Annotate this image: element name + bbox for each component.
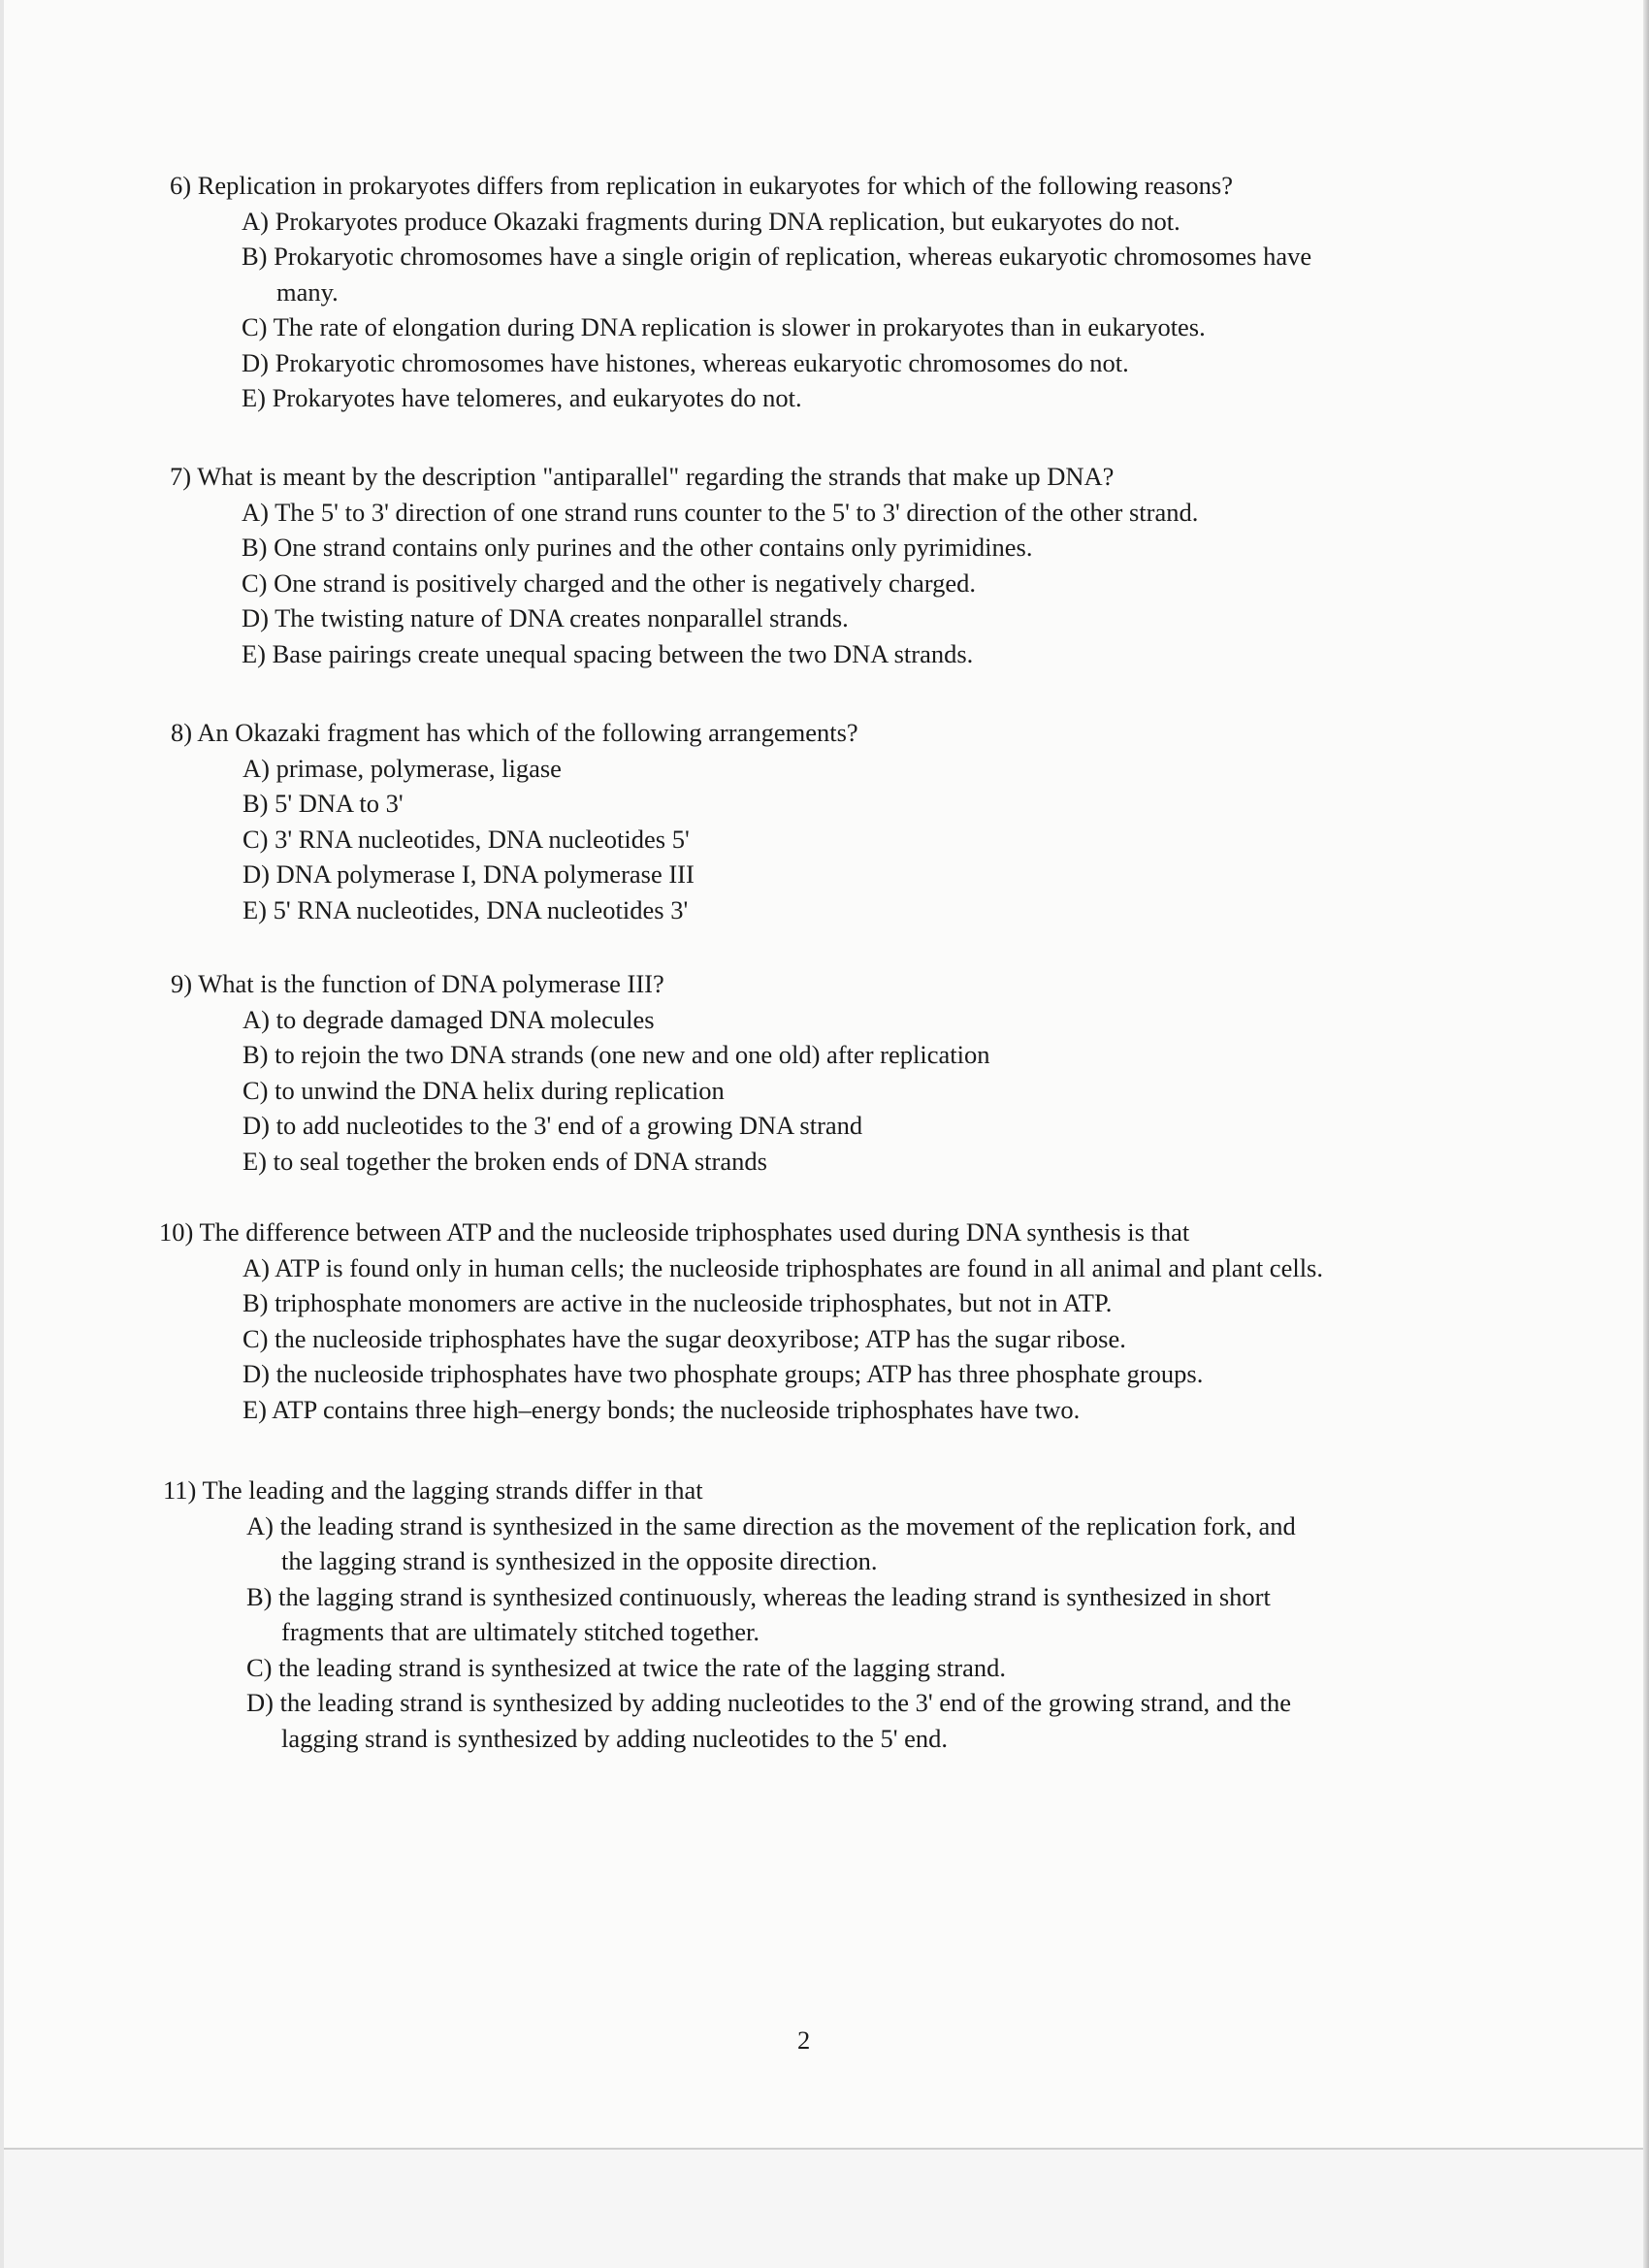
answer-option: E) Prokaryotes have telomeres, and eukaryotes do not. [242,383,802,412]
scan-bottom-margin [0,2150,1649,2268]
answer-option: B) to rejoin the two DNA strands (one new and one old) after replication [242,1040,990,1069]
answer-option: D) the leading strand is synthesized by adding nucleotides to the 3' end of the growing strand, and the [246,1688,1292,1717]
question-stem: 7) What is meant by the description "antiparallel" regarding the strands that make up DNA? [170,462,1115,491]
question-6 [170,168,1311,416]
question-stem: 11) The leading and the lagging strands differ in that [163,1475,703,1505]
answer-option: B) triphosphate monomers are active in the nucleoside triphosphates, but not in ATP. [242,1288,1113,1317]
answer-option: A) primase, polymerase, ligase [242,753,562,783]
question-9 [171,966,990,1179]
answer-option: A) Prokaryotes produce Okazaki fragments during DNA replication, but eukaryotes do not. [242,206,1180,236]
answer-option-continuation: lagging strand is synthesized by adding nucleotides to the 5' end. [281,1723,949,1753]
answer-option: D) the nucleoside triphosphates have two phosphate groups; ATP has three phosphate groups. [242,1359,1204,1388]
question-stem: 9) What is the function of DNA polymerase III? [171,969,664,998]
answer-option: C) One strand is positively charged and the other is negatively charged. [242,567,977,598]
answer-option: E) to seal together the broken ends of DNA strands [242,1146,767,1176]
answer-option: B) the lagging strand is synthesized continuously, whereas the leading strand is synthesized in short [246,1581,1271,1611]
answer-option: C) 3' RNA nucleotides, DNA nucleotides 5' [242,824,690,854]
question-7 [170,459,1198,671]
answer-option: E) ATP contains three high–energy bonds; the nucleoside triphosphates have two. [242,1394,1081,1424]
answer-option: D) The twisting nature of DNA creates nonparallel strands. [242,603,849,632]
answer-option: C) the leading strand is synthesized at twice the rate of the lagging strand. [246,1652,1006,1682]
question-stem: 10) The difference between ATP and the nucleoside triphosphates used during DNA synthesis is that [159,1217,1190,1247]
answer-option: A) ATP is found only in human cells; the nucleoside triphosphates are found in all animal and plant cells. [242,1252,1323,1282]
answer-option: A) the leading strand is synthesized in the same direction as the movement of the replication fork, and [246,1510,1296,1540]
scan-right-edge [1643,0,1649,2268]
question-10 [159,1215,1323,1427]
question-stem: 6) Replication in prokaryotes differs from replication in eukaryotes for which of the following reasons? [170,171,1233,200]
answer-option: E) Base pairings create unequal spacing between the two DNA strands. [242,638,974,668]
answer-option-continuation: many. [276,276,339,307]
answer-option: B) One strand contains only purines and the other contains only pyrimidines. [242,533,1033,562]
answer-option: A) to degrade damaged DNA molecules [242,1004,655,1034]
question-8 [171,715,858,927]
answer-option: B) 5' DNA to 3' [242,789,404,818]
answer-option: E) 5' RNA nucleotides, DNA nucleotides 3' [242,894,689,924]
answer-option-continuation: the lagging strand is synthesized in the opposite direction. [281,1546,878,1575]
answer-option: D) DNA polymerase I, DNA polymerase III [242,859,695,889]
page-number: 2 [797,2025,811,2055]
answer-option: D) Prokaryotic chromosomes have histones, whereas eukaryotic chromosomes do not. [242,347,1129,377]
answer-option: C) the nucleoside triphosphates have the sugar deoxyribose; ATP has the sugar ribose. [242,1323,1126,1353]
answer-option-continuation: fragments that are ultimately stitched together. [281,1617,760,1646]
answer-option: D) to add nucleotides to the 3' end of a growing DNA strand [242,1111,863,1140]
answer-option: B) Prokaryotic chromosomes have a single origin of replication, whereas eukaryotic chromosomes have [242,242,1312,271]
answer-option: A) The 5' to 3' direction of one strand runs counter to the 5' to 3' direction of the other strand. [242,497,1199,527]
question-stem: 8) An Okazaki fragment has which of the following arrangements? [171,718,858,747]
question-11 [163,1473,1296,1756]
scan-left-edge [0,0,4,2268]
answer-option: C) to unwind the DNA helix during replication [242,1075,725,1105]
answer-option: C) The rate of elongation during DNA replication is slower in prokaryotes than in eukaryotes. [242,312,1206,341]
